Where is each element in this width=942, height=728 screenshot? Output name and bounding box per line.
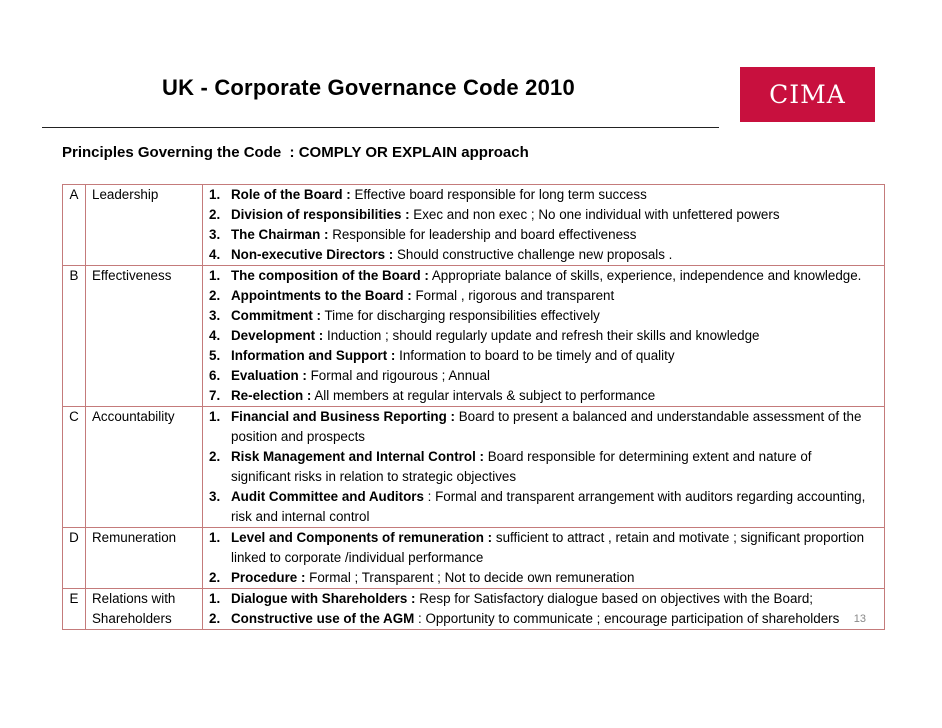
principle-number: 6. [209,368,221,383]
principle-body [231,487,874,527]
principle-title: The composition of the Board : [231,268,429,283]
principle-title: Constructive use of the AGM [231,611,415,626]
section-name: Accountability [86,407,203,528]
principle-item [209,266,874,286]
principle-body [231,609,874,629]
cima-logo [740,67,875,122]
principle-title: Financial and Business Reporting : [231,409,455,424]
section-principles [203,407,885,528]
principle-title: Dialogue with Shareholders : [231,591,416,606]
principle-text: Formal and rigourous ; Annual [306,368,491,383]
principle-number: 2. [209,611,221,626]
section-name: Remuneration [86,528,203,589]
principle-body [231,225,874,245]
principle-title: Procedure : [231,570,306,585]
principle-body [231,346,874,366]
principle-item [209,407,874,447]
principle-number: 3. [209,489,221,504]
principle-number: 2. [209,570,221,585]
section-id: C [63,407,86,528]
principle-number: 2. [209,288,221,303]
principle-number: 2. [209,207,221,222]
page-number: 13 [853,613,866,625]
principle-body [231,407,874,447]
principle-item [209,326,874,346]
principle-item [209,487,874,527]
principle-item [209,366,874,386]
principle-title: Non-executive Directors : [231,247,394,262]
principle-item [209,306,874,326]
principle-item [209,185,874,205]
principle-item [209,447,874,487]
principles-table-body [63,185,885,630]
principle-number: 1. [209,268,221,283]
principle-title: Development : [231,328,324,343]
principle-item [209,528,874,568]
principle-item [209,346,874,366]
principle-title: Level and Components of remuneration : [231,530,493,545]
principle-text: : Opportunity to communicate ; encourage participation of shareholders [414,611,840,626]
section-row [63,185,885,266]
principle-body [231,589,874,609]
principle-item [209,286,874,306]
principle-text: Exec and non exec ; No one individual with unfettered powers [409,207,780,222]
section-id: A [63,185,86,266]
principle-number: 2. [209,449,221,464]
principle-body [231,386,874,406]
principle-text: Responsible for leadership and board effectiveness [328,227,637,242]
principle-body [231,266,874,286]
subtitle: Principles Governing the Code : COMPLY OR EXPLAIN approach [62,144,529,161]
principle-number: 1. [209,591,221,606]
principle-item [209,386,874,406]
principle-body [231,286,874,306]
section-principles [203,266,885,407]
principle-text: Should constructive challenge new proposals . [393,247,673,262]
section-row [63,528,885,589]
principle-text: sufficient to attract , retain and motivate ; significant proportion linked to corporate /individual performance [231,530,865,565]
principle-body [231,568,874,588]
principle-body [231,205,874,225]
logo-text: CIMA [769,80,846,109]
principle-number: 4. [209,247,221,262]
principles-table [62,184,885,630]
section-name: Effectiveness [86,266,203,407]
principle-text: Induction ; should regularly update and refresh their skills and knowledge [323,328,760,343]
principle-body [231,306,874,326]
principle-number: 1. [209,530,221,545]
principle-title: Division of responsibilities : [231,207,410,222]
principle-number: 4. [209,328,221,343]
principle-item [209,245,874,265]
principle-title: Appointments to the Board : [231,288,412,303]
principle-text: Time for discharging responsibilities effectively [321,308,600,323]
principle-item [209,225,874,245]
principle-text: Information to board to be timely and of quality [395,348,675,363]
slide-title: UK - Corporate Governance Code 2010 [162,75,575,100]
principle-title: Re-election : [231,388,312,403]
principle-text: Board responsible for determining extent and nature of significant risks in relation to strategic objectives [231,449,812,484]
principle-body [231,245,874,265]
section-name: Relations with Shareholders [86,589,203,630]
principle-title: Evaluation : [231,368,307,383]
principle-item [209,609,874,629]
principle-body [231,366,874,386]
principle-title: Commitment : [231,308,322,323]
section-row [63,407,885,528]
section-id: D [63,528,86,589]
principle-title: Role of the Board : [231,187,351,202]
principle-item [209,205,874,225]
title-divider [42,127,719,128]
section-row [63,589,885,630]
section-principles [203,528,885,589]
principle-text: All members at regular intervals & subject to performance [311,388,656,403]
principle-number: 3. [209,227,221,242]
principle-text: Appropriate balance of skills, experience, independence and knowledge. [428,268,862,283]
principle-number: 7. [209,388,221,403]
principle-body [231,528,874,568]
principle-text: Formal , rigorous and transparent [411,288,615,303]
section-id: B [63,266,86,407]
principle-body [231,326,874,346]
principle-title: Audit Committee and Auditors [231,489,424,504]
principle-title: The Chairman : [231,227,329,242]
principle-body [231,447,874,487]
section-row [63,266,885,407]
section-name: Leadership [86,185,203,266]
principle-title: Risk Management and Internal Control : [231,449,484,464]
section-principles [203,589,885,630]
principle-number: 3. [209,308,221,323]
principle-text: : Formal and transparent arrangement with auditors regarding accounting, risk and internal control [231,489,866,524]
section-id: E [63,589,86,630]
principle-number: 1. [209,187,221,202]
principle-text: Resp for Satisfactory dialogue based on objectives with the Board; [415,591,814,606]
principle-title: Information and Support : [231,348,396,363]
principle-text: Formal ; Transparent ; Not to decide own remuneration [305,570,635,585]
section-principles [203,185,885,266]
principle-number: 5. [209,348,221,363]
principle-item [209,568,874,588]
principle-body [231,185,874,205]
principle-text: Effective board responsible for long term success [350,187,647,202]
principle-number: 1. [209,409,221,424]
principle-text: Board to present a balanced and understandable assessment of the position and prospects [231,409,862,444]
principle-item [209,589,874,609]
